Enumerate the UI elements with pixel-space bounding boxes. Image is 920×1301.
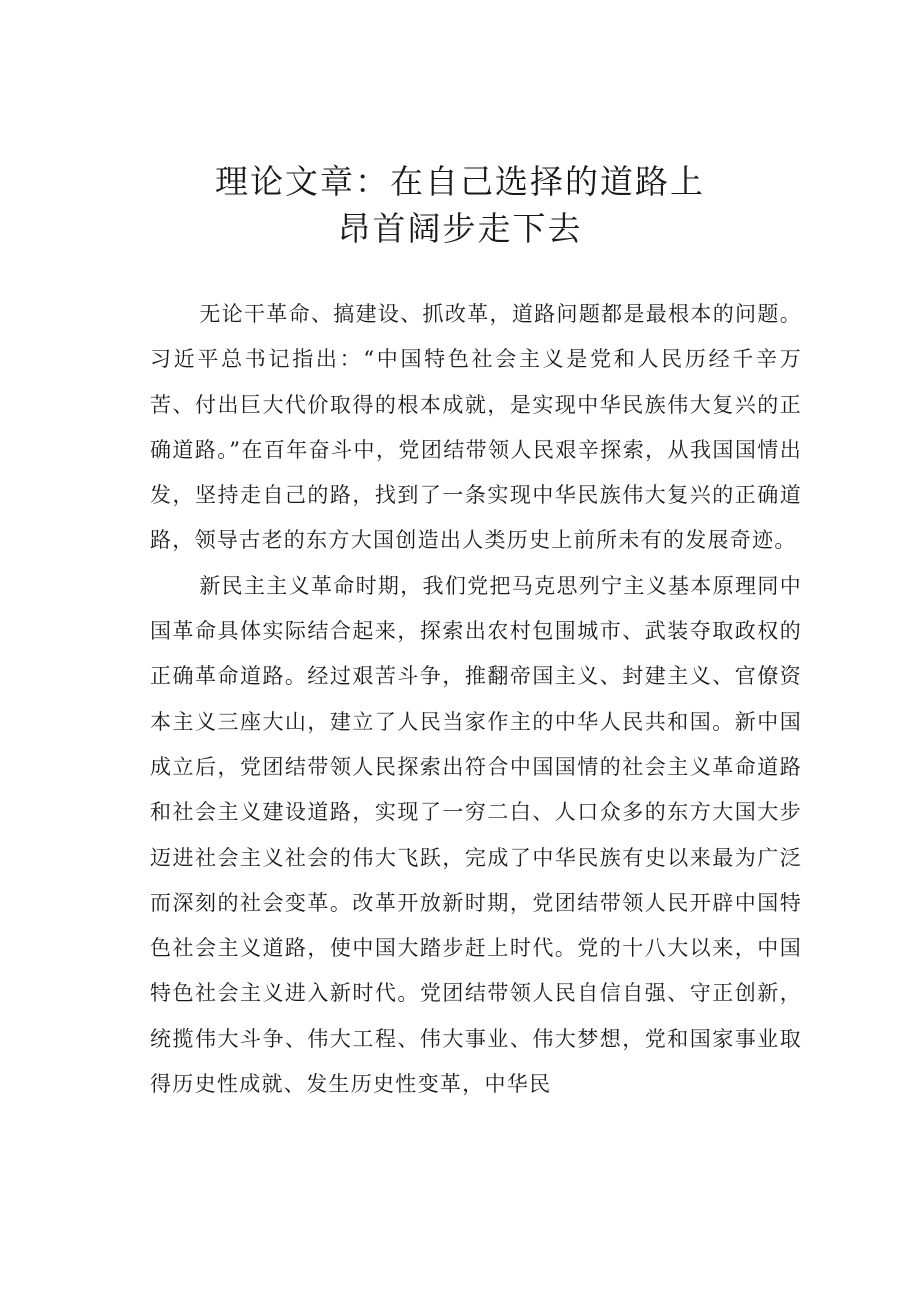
document-title-line-2: 昂首阔步走下去 — [337, 209, 583, 248]
document-title-line-1: 理论文章：在自己选择的道路上 — [215, 162, 705, 201]
paragraph-2: 新民主主义革命时期，我们党把马克思列宁主义基本原理同中国革命具体实际结合起来，探索出农村包围城市、武装夺取政权的正确革命道路。经过艰苦斗争，推翻帝国主义、封建主义、官僚资本主义三座大山，建立了人民当家作主的中华人民共和国。新中国成立后，党团结带领人民探索出符合中国国情的社会主义革命道路和社会主义建设道路，实现了一穷二白、人口众多的东方大国大步迈进社会主义社会的伟大飞跃，完成了中华民族有史以来最为广泛而深刻的社会变革。改革开放新时期，党团结带领人民开辟中国特色社会主义道路，使中国大踏步赶上时代。党的十八大以来，中国特色社会主义进入新时代。党团结带领人民自信自强、守正创新，统揽伟大斗争、伟大工程、伟大事业、伟大梦想，党和国家事业取得历史性成就、发生历史性变革，中华民 — [150, 573, 802, 1097]
paragraph-1: 无论干革命、搞建设、抓改革，道路问题都是最根本的问题。习近平总书记指出：“中国特色社会主义是党和人民历经千辛万苦、付出巨大代价取得的根本成就，是实现中华民族伟大复兴的正确道路。”在百年奋斗中，党团结带领人民艰辛探索，从我国国情出发，坚持走自己的路，找到了一条实现中华民族伟大复兴的正确道路，领导古老的东方大国创造出人类历史上前所未有的发展奇迹。 — [150, 302, 802, 553]
document-body — [150, 292, 802, 1107]
